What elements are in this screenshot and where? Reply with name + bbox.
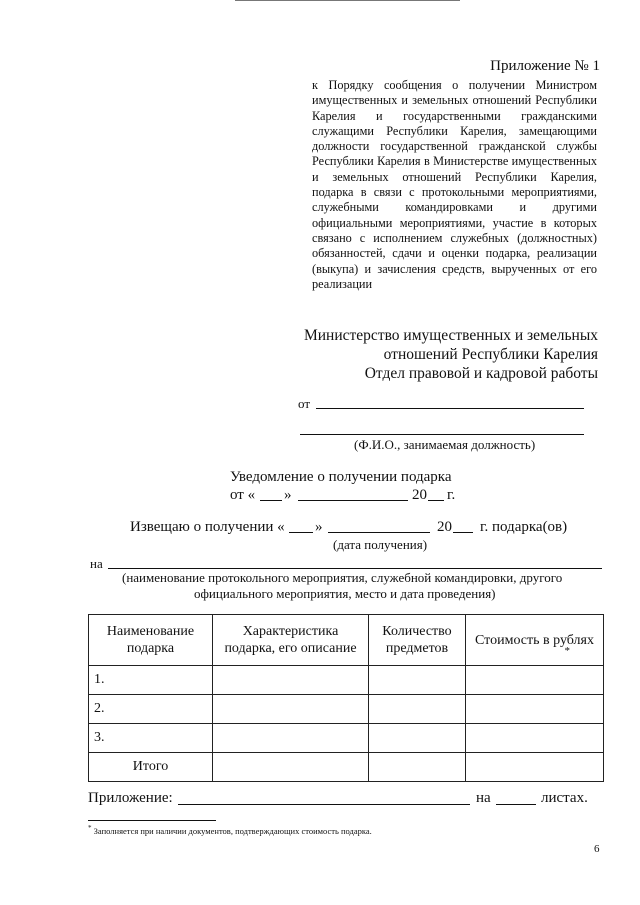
cost-cell[interactable]	[466, 695, 604, 724]
quantity-cell[interactable]	[369, 724, 466, 753]
appendix-body: к Порядку сообщения о получении Министром имущественных и земельных отношений Республики Карелия и государственными гражданскими служащими Республики Карелия, замещающими должности государственной гражданской службы Республики Карелия в Министерстве имущественных и земельных отношений Республики Карелия, подарка в связи с протокольными мероприятиями, служебными командировками и другими официальными мероприятиями, участие в которых связано с исполнением служебных (должностных) обязанностей, сдачи и оценки подарка, реализации (выкупа) и зачисления средств, вырученных от его реализации	[312, 78, 597, 291]
row-label: 2.	[89, 695, 213, 724]
total-label: Итого	[89, 753, 213, 782]
cost-cell[interactable]	[466, 753, 604, 782]
gift-day-field[interactable]	[289, 532, 313, 533]
sender-position-field[interactable]	[300, 434, 584, 435]
notice-date-prefix: от «	[230, 487, 256, 503]
notice-year-prefix: 20	[412, 487, 427, 503]
quantity-cell[interactable]	[369, 666, 466, 695]
row-label: 3.	[89, 724, 213, 753]
top-edge-rule	[235, 0, 460, 1]
notice-day-field[interactable]	[260, 500, 282, 501]
attachment-sheets-label: листах.	[541, 790, 588, 806]
recipient-line-1: Министерство имущественных и земельных	[303, 327, 598, 344]
statement-prefix: Извещаю о получении «	[130, 519, 285, 535]
gift-table	[88, 614, 604, 782]
page-number: 6	[594, 843, 600, 855]
description-cell[interactable]	[213, 695, 369, 724]
attachment-on-label: на	[476, 790, 491, 806]
statement-suffix: г. подарка(ов)	[480, 519, 568, 535]
col-gift-name: Наименование подарка	[89, 615, 213, 666]
event-caption-line-1: (наименование протокольного мероприятия, служебной командировки, другого	[122, 570, 563, 585]
col-cost	[466, 615, 604, 666]
col-cost-label: Стоимость в рублях	[475, 632, 594, 648]
footnote-text: Заполняется при наличии документов, подтверждающих стоимость подарка.	[93, 825, 372, 836]
description-cell[interactable]	[213, 753, 369, 782]
recipient-line-2: отношений Республики Карелия	[383, 346, 598, 363]
sender-name-field[interactable]	[316, 408, 584, 409]
notice-month-field[interactable]	[298, 500, 408, 501]
attachment-sheets-field[interactable]	[496, 804, 536, 805]
statement-year-prefix: 20	[437, 519, 452, 535]
appendix-title: Приложение № 1	[490, 58, 600, 74]
description-cell[interactable]	[213, 666, 369, 695]
footnote-rule	[88, 820, 216, 821]
cost-footnote-marker: *	[564, 645, 570, 657]
recipient-line-3: Отдел правовой и кадровой работы	[364, 365, 598, 382]
event-field[interactable]	[108, 568, 602, 569]
table-row	[89, 724, 604, 753]
quantity-cell[interactable]	[369, 753, 466, 782]
footnote	[88, 824, 372, 836]
gift-table-header	[89, 615, 604, 666]
col-gift-description: Характеристика подарка, его описание	[213, 615, 369, 666]
event-on-label: на	[90, 556, 103, 571]
date-caption: (дата получения)	[333, 537, 428, 552]
notice-title: Уведомление о получении подарка	[230, 469, 452, 485]
event-caption-line-2: официального мероприятия, место и дата проведения)	[194, 586, 496, 601]
cost-cell[interactable]	[466, 724, 604, 753]
table-row	[89, 666, 604, 695]
gift-month-field[interactable]	[328, 532, 430, 533]
row-label: 1.	[89, 666, 213, 695]
table-row-total	[89, 753, 604, 782]
attachment-field[interactable]	[178, 804, 470, 805]
attachment-label: Приложение:	[88, 790, 173, 806]
statement-quote-close: »	[315, 519, 323, 535]
footnote-marker: *	[88, 824, 92, 832]
recipient-block	[304, 326, 598, 383]
quantity-cell[interactable]	[369, 695, 466, 724]
table-row	[89, 695, 604, 724]
notice-year-field[interactable]	[428, 500, 444, 501]
col-quantity: Количество предметов	[369, 615, 466, 666]
description-cell[interactable]	[213, 724, 369, 753]
gift-year-field[interactable]	[453, 532, 473, 533]
cost-cell[interactable]	[466, 666, 604, 695]
sender-caption: (Ф.И.О., занимаемая должность)	[354, 437, 536, 452]
notice-date-mid: »	[284, 487, 292, 503]
from-label: от	[298, 396, 311, 411]
notice-year-suffix: г.	[447, 487, 456, 503]
